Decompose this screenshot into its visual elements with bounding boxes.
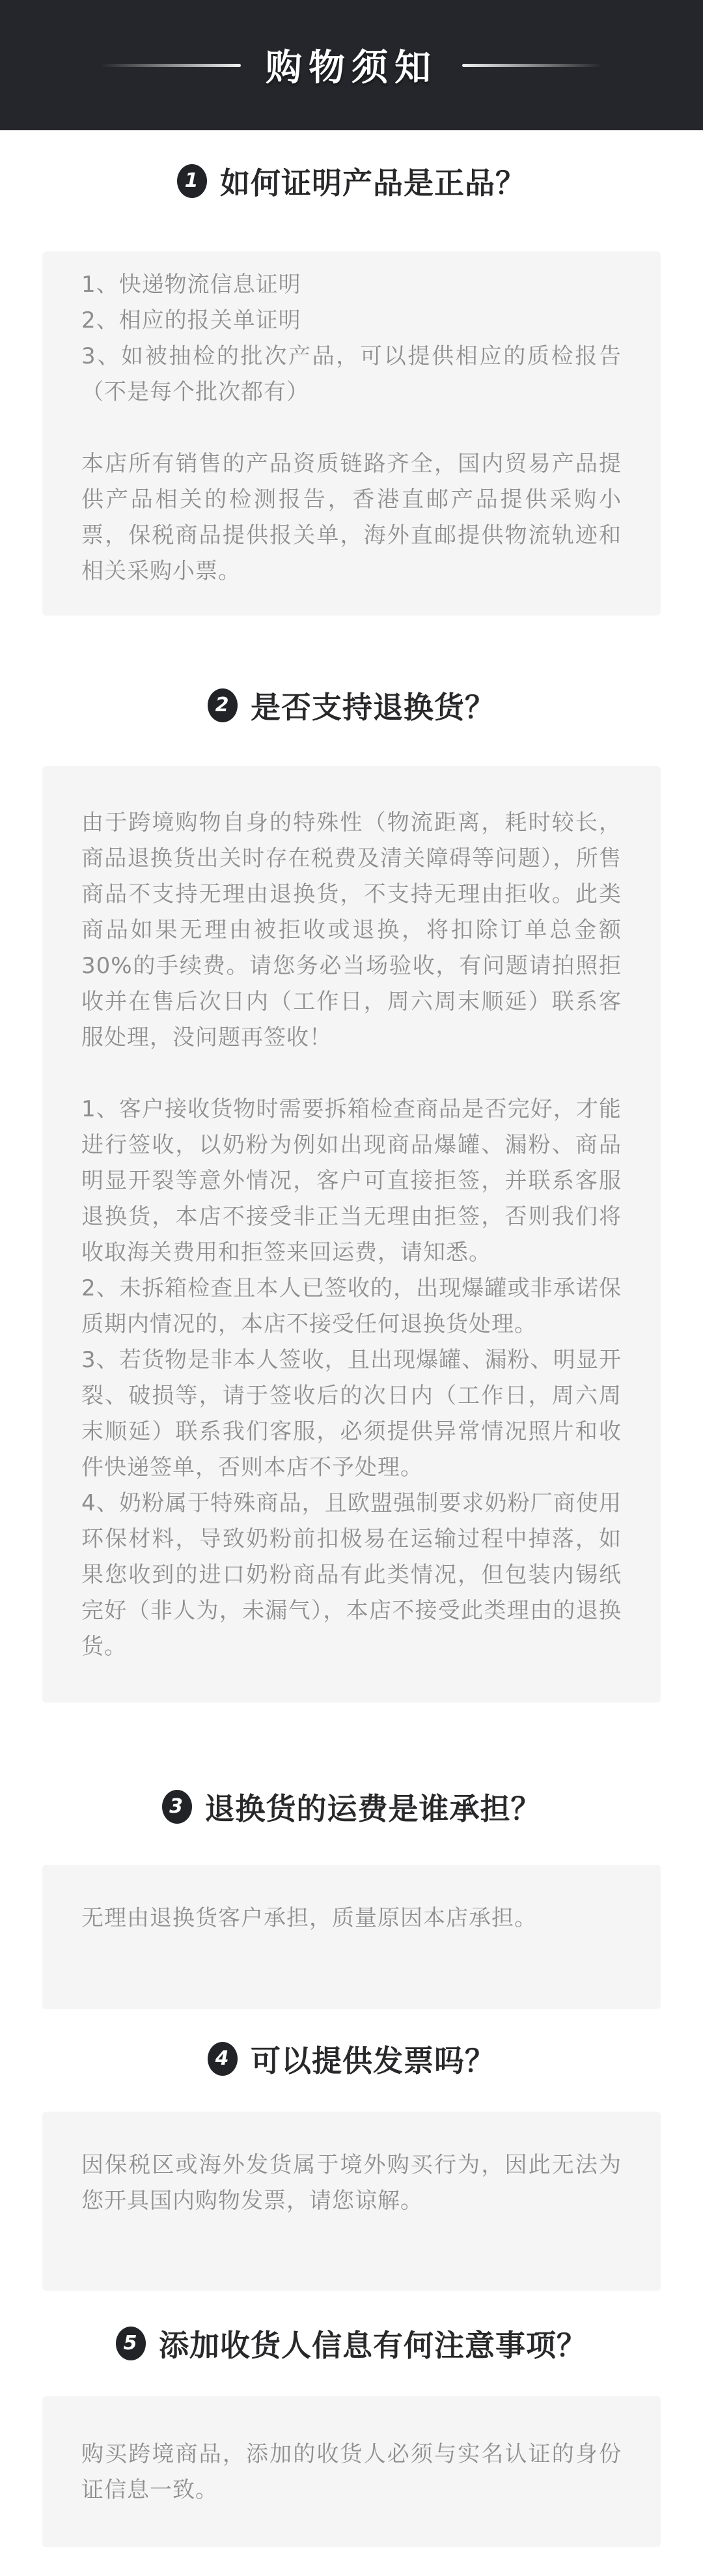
notice-box-recipient-info — [42, 2396, 661, 2547]
section-title: 可以提供发票吗？ — [251, 2043, 495, 2078]
rule-paragraph: 3、若货物是非本人签收，且出现爆罐、漏粉、明显开裂、破损等，请于签收后的次日内（工作日，周六周末顺延）联系我们客服，必须提供异常情况照片和收件快递签单，否则本店不予处理。 — [81, 1347, 622, 1480]
section-heading-authenticity — [0, 164, 703, 201]
header-accent-line-left — [101, 64, 241, 67]
notice-box-shipping-fee — [42, 1865, 661, 2009]
number-badge-5 — [116, 2327, 146, 2360]
section-number: 1 — [184, 169, 199, 192]
body-paragraph: 无理由退换货客户承担，质量原因本店承担。 — [81, 1905, 537, 1931]
section-number: 3 — [169, 1795, 183, 1818]
section-heading-recipient-info — [0, 2327, 703, 2363]
notice-box-returns — [42, 766, 661, 1703]
page-bottom-spacer — [0, 2547, 703, 2576]
body-paragraph: 购买跨境商品，添加的收货人必须与实名认证的身份证信息一致。 — [81, 2441, 622, 2503]
rule-paragraph: 2、未拆箱检查且本人已签收的，出现爆罐或非承诺保质期内情况的，本店不接受任何退换货处理。 — [81, 1275, 622, 1337]
section-title: 添加收货人信息有何注意事项？ — [159, 2328, 587, 2363]
notice-box-authenticity — [42, 251, 661, 616]
section-number: 4 — [215, 2047, 229, 2070]
list-line: 1、快递物流信息证明 — [81, 272, 301, 298]
section-title: 是否支持退换货？ — [251, 690, 495, 725]
section-heading-returns — [0, 688, 703, 725]
body-paragraph: 因保税区或海外发货属于境外购买行为，因此无法为您开具国内购物发票，请您谅解。 — [81, 2152, 622, 2214]
number-badge-4 — [208, 2042, 238, 2076]
section-number: 2 — [215, 694, 229, 716]
section-number: 5 — [123, 2332, 137, 2355]
rule-paragraph: 4、奶粉属于特殊商品，且欧盟强制要求奶粉厂商使用环保材料，导致奶粉前扣极易在运输过程中掉落，如果您收到的进口奶粉商品有此类情况，但包装内锡纸完好（非人为，未漏气），本店不接受此类理由的退换货。 — [81, 1490, 622, 1660]
section-heading-invoice — [0, 2042, 703, 2076]
section-title: 退换货的运费是谁承担？ — [204, 1791, 542, 1826]
notice-box-invoice — [42, 2112, 661, 2291]
page-header — [0, 0, 703, 130]
list-line: 3、如被抽检的批次产品，可以提供相应的质检报告（不是每个批次都有） — [81, 343, 622, 405]
number-badge-2 — [208, 688, 238, 722]
list-line: 2、相应的报关单证明 — [81, 307, 301, 333]
number-badge-3 — [162, 1790, 192, 1824]
rule-paragraph: 1、客户接收货物时需要拆箱检查商品是否完好，才能进行签收，以奶粉为例如出现商品爆罐、漏粉、商品明显开裂等意外情况，客户可直接拒签，并联系客服退换货，本店不接受非正当无理由拒签，否则我们将收取海关费用和拒签来回运费，请知悉。 — [81, 1096, 622, 1266]
header-accent-line-right — [462, 64, 602, 67]
section-heading-shipping-fee — [0, 1790, 703, 1824]
number-badge-1 — [177, 164, 207, 198]
section-title: 如何证明产品是正品？ — [220, 165, 526, 201]
body-paragraph: 本店所有销售的产品资质链路齐全，国内贸易产品提供产品相关的检测报告，香港直邮产品提供采购小票，保税商品提供报关单，海外直邮提供物流轨迹和相关采购小票。 — [81, 451, 622, 584]
body-paragraph: 由于跨境购物自身的特殊性（物流距离，耗时较长，商品退换货出关时存在税费及清关障碍等问题），所售商品不支持无理由退换货，不支持无理由拒收。此类商品如果无理由被拒收或退换，将扣除订单总金额30%的手续费。请您务必当场验收，有问题请拍照拒收并在售后次日内（工作日，周六周末顺延）联系客服处理，没问题再签收！ — [81, 810, 622, 1051]
page-title: 购物须知 — [266, 47, 437, 89]
